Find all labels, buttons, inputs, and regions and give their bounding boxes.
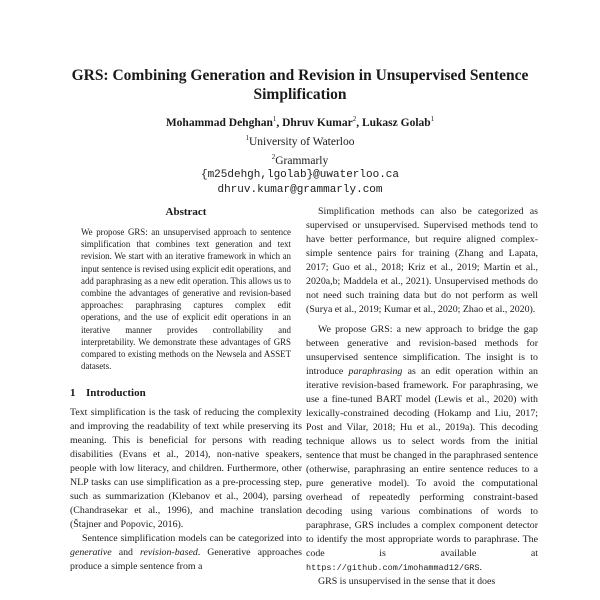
author-email: {m25dehgh,lgolab}@uwaterloo.ca (200, 169, 400, 182)
section-heading (70, 386, 302, 400)
author-affiliation-mark: 1 (272, 115, 277, 123)
section-title: Introduction (86, 387, 146, 400)
abstract-text: We propose GRS: an unsupervised approach to sentence simplification that combines text generation and text revision. We start with an iterative framework in which an input sentence is revised using explicit edit operations, and add paraphrasing as a new edit operation. This allows us to combine the advantages of generative and revision-based approaches: paraphrasing captures complex edit operations, and the use of explicit edit operations in an iterative manner provides controllability and interpretability. We demonstrate these advantages of GRS compared to existing methods on the Newsela and ASSET datasets. (81, 227, 291, 372)
paragraph: We propose GRS: a new approach to bridge the gap between generative and revision-based methods for unsupervised sentence simplification. The insight is to introduce paraphrasing as an edit operation within an iterative revision-based framework. For paraphrasing, we use a fine-tuned BART model (Lewis et al., 2020) with lexically-constrained decoding (Hokamp and Liu, 2017; Post and Vilar, 2018; Hu et al., 2019a). This decoding technique allows us to select words from the initial sentence that must be changed in the paraphrased sentence (otherwise, paraphrasing an entire sentence reduces to a pure generative model). To avoid the computational overhead of repeatedly performing constraint-based decoding using various combinations of words to paraphrase, GRS includes a complex component detector to identify the most appropriate words to paraphrase. The code is available at https://github.com/imohammad12/GRS. (306, 324, 538, 573)
left-column (70, 205, 302, 574)
paper-title: GRS: Combining Generation and Revision in Unsupervised Sentence Simplification (71, 67, 529, 103)
author-affiliation-mark: 1 (430, 115, 435, 123)
affiliation (60, 131, 540, 150)
author-email: dhruv.kumar@grammarly.com (217, 184, 383, 197)
affiliation-name: Grammarly (275, 154, 329, 167)
author-block (60, 112, 540, 198)
affiliation (60, 150, 540, 169)
affiliation-number: 1 (245, 133, 249, 142)
author-affiliation-mark: 2 (352, 115, 357, 123)
paragraph: Simplification methods can also be categorized as supervised or unsupervised. Supervised methods tend to have better performance, but require aligned complex-simple sentence pairs for training (Zhang and Lapata, 2017; Guo et al., 2018; Kriz et al., 2019; Martin et al., 2020a,b; Maddela et al., 2021). Unsupervised methods do not need such training data but do not perform as well (Surya et al., 2019; Kumar et al., 2020; Zhao et al., 2020). (306, 206, 538, 315)
affiliation-name: University of Waterloo (248, 135, 355, 148)
section-number: 1 (70, 387, 76, 400)
author-names: Mohammad Dehghan$^1$, Dhruv Kumar$^2$, Lukasz Golab$^1$ (165, 115, 435, 129)
author-name: Mohammad Dehghan (165, 116, 273, 129)
abstract-heading: Abstract (165, 206, 207, 218)
affiliation-number: 2 (271, 152, 276, 161)
author-name: Dhruv Kumar (282, 116, 353, 129)
paragraph: Text simplification is the task of reducing the complexity and improving the readability of text while preserving its meaning. This is beneficial for persons with reading disabilities (Evans et al., 2014), non-native speakers, people with low literacy, and children. Furthermore, other NLP tasks can use simplification as a pre-processing step, such as summarization (Klebanov et al., 2004), parsing (Chandrasekar et al., 1996), and machine translation (Štajner and Popovic, 2016). (70, 407, 302, 531)
author-name: Lukasz Golab (361, 116, 431, 129)
paragraph: GRS is unsupervised in the sense that it does (318, 576, 496, 587)
code-url-link[interactable]: https://github.com/imohammad12/GRS (306, 563, 480, 573)
paragraph: Sentence simplification models can be categorized into generative and revision-based. Generative approaches produce a simple sentence from a (70, 533, 302, 573)
right-column (306, 205, 538, 589)
